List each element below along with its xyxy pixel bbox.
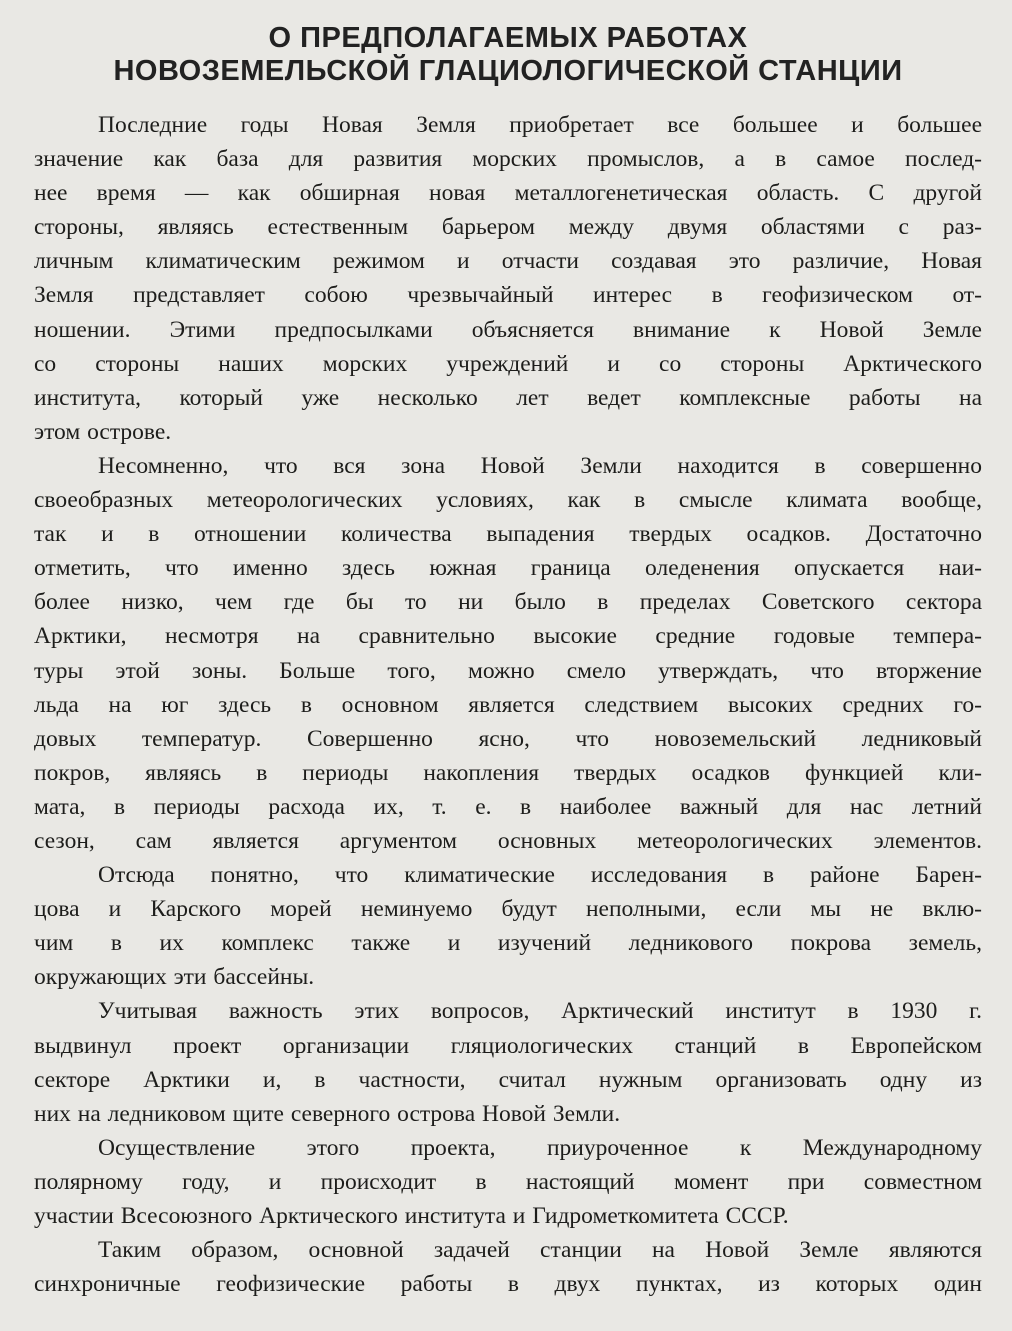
text-line: покров, являясь в периоды накопления твердых осадков функцией кли- [34, 759, 982, 786]
text-line: участии Всесоюзного Арктического института и Гидрометкомитета СССР. [34, 1203, 789, 1229]
text-line: синхроничные геофизические работы в двух пунктах, из которых один [34, 1271, 982, 1298]
article-title-line-1: О ПРЕДПОЛАГАЕМЫХ РАБОТАХ [268, 22, 748, 54]
text-line: выдвинул проект организации гляциологических станций в Европейском [34, 1032, 982, 1059]
text-line: цова и Карского морей неминуемо будут неполными, если мы не вклю- [34, 896, 982, 923]
article-title-line-2: НОВОЗЕМЕЛЬСКОЙ ГЛАЦИОЛОГИЧЕСКОЙ СТАНЦИИ [113, 55, 903, 87]
paragraph [34, 1233, 982, 1301]
text-line: довых температур. Совершенно ясно, что новоземельский ледниковый [34, 725, 982, 752]
text-line: них на ледниковом щите северного острова Новой Земли. [34, 1100, 621, 1127]
text-line: окружающих эти бассейны. [34, 964, 315, 991]
article-body [34, 108, 982, 1301]
text-line: Осуществление этого проекта, приуроченное к Международному [98, 1134, 982, 1161]
text-line: Учитывая важность этих вопросов, Арктический институт в 1930 г. [98, 998, 982, 1025]
text-line: мата, в периоды расхода их, т. е. в наиболее важный для нас летний [34, 793, 982, 820]
paragraph [34, 858, 982, 994]
text-line: полярному году, и происходит в настоящий момент при совместном [34, 1168, 982, 1195]
text-line: льда на юг здесь в основном является следствием высоких средних го- [34, 691, 982, 718]
text-line: Последние годы Новая Земля приобретает все большее и большее [98, 112, 982, 138]
text-line: ношении. Этими предпосылками объясняется внимание к Новой Земле [34, 316, 982, 343]
text-line: туры этой зоны. Больше того, можно смело утверждать, что вторжение [34, 657, 982, 684]
article-title [34, 22, 982, 88]
text-line: сезон, сам является аргументом основных метеорологических элементов. [34, 827, 982, 854]
text-line: чим в их комплекс также и изучений ледникового покрова земель, [34, 930, 982, 957]
text-line: Отсюда понятно, что климатические исследования в районе Барен- [98, 862, 982, 889]
text-line: стороны, являясь естественным барьером между двумя областями с раз- [34, 214, 982, 241]
paragraph [34, 994, 982, 1130]
text-line: личным климатическим режимом и отчасти создавая это различие, Новая [34, 248, 982, 275]
paragraph [34, 449, 982, 858]
text-line: Арктики, несмотря на сравнительно высокие средние годовые темпера- [34, 623, 982, 650]
text-line: своеобразных метеорологических условиях, как в смысле климата вообще, [34, 487, 982, 514]
text-line: Несомненно, что вся зона Новой Земли находится в совершенно [98, 452, 982, 479]
paragraph [34, 108, 982, 449]
text-line: значение как база для развития морских промыслов, а в самое послед- [34, 146, 982, 173]
text-line: секторе Арктики и, в частности, считал нужным организовать одну из [34, 1066, 982, 1093]
text-line: Таким образом, основной задачей станции на Новой Земле являются [98, 1237, 982, 1264]
text-line: так и в отношении количества выпадения твердых осадков. Достаточно [34, 521, 982, 548]
paragraph [34, 1131, 982, 1233]
text-line: со стороны наших морских учреждений и со стороны Арктического [34, 350, 982, 377]
text-line: отметить, что именно здесь южная граница оледенения опускается наи- [34, 555, 982, 582]
text-line: института, который уже несколько лет ведет комплексные работы на [34, 384, 982, 411]
text-line: Земля представляет собою чрезвычайный интерес в геофизическом от- [34, 282, 982, 309]
text-line: этом острове. [34, 418, 172, 445]
text-line: нее время — как обширная новая металлогенетическая область. С другой [34, 180, 982, 207]
text-line: более низко, чем где бы то ни было в пределах Советского сектора [34, 589, 982, 616]
